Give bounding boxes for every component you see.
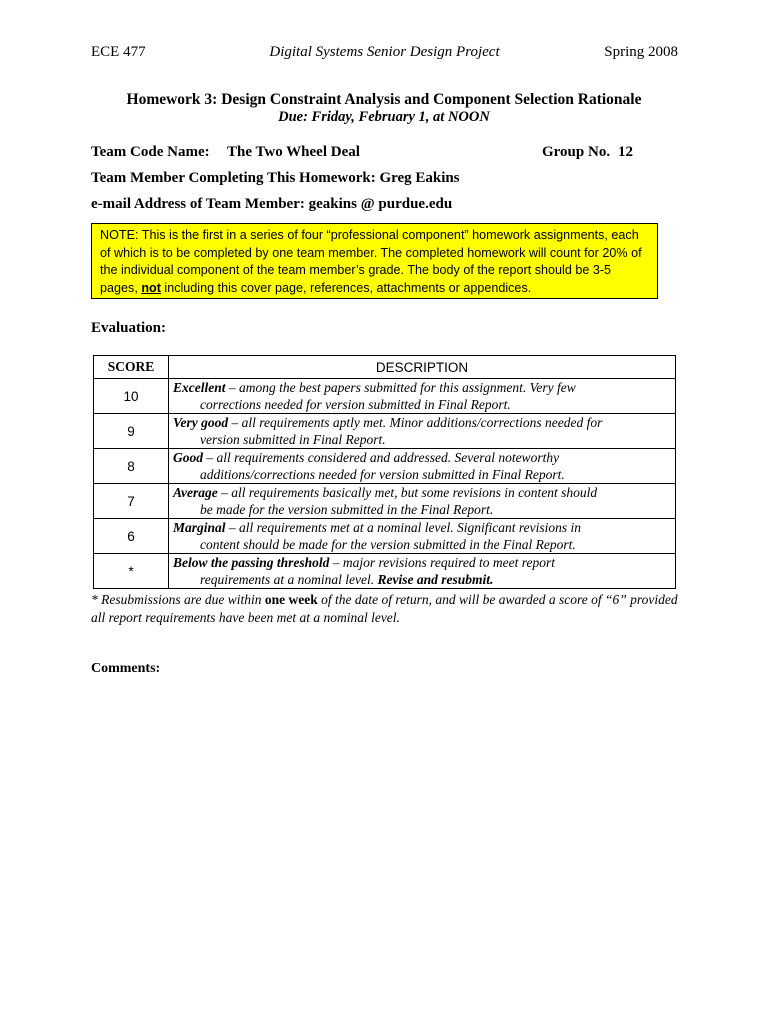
revise-resubmit: Revise and resubmit. bbox=[377, 572, 494, 587]
resub-text-2: of the date of return, and will be awarded a score of “6” provided all report requirements have been met at a nominal level. bbox=[91, 592, 678, 625]
rating-title: Good bbox=[173, 450, 203, 465]
description-cell bbox=[169, 519, 676, 554]
rating-text-cont: content should be made for the version submitted in the Final Report. bbox=[200, 537, 576, 552]
resubmission-note bbox=[91, 591, 681, 627]
table-row bbox=[94, 414, 676, 449]
rating-title: Average bbox=[173, 485, 218, 500]
score-header: SCORE bbox=[94, 356, 169, 379]
rating-text: – all requirements basically met, but some revisions in content should bbox=[217, 485, 598, 500]
evaluation-table bbox=[93, 355, 676, 589]
note-emphasis: not bbox=[141, 280, 161, 295]
description-cell bbox=[169, 414, 676, 449]
description-cell bbox=[169, 449, 676, 484]
table-header-row bbox=[94, 356, 676, 379]
note-box bbox=[91, 223, 658, 299]
rating-text: – among the best papers submitted for this assignment. Very few bbox=[225, 380, 576, 395]
group-label: Group No. bbox=[542, 144, 611, 160]
score-cell: 9 bbox=[94, 414, 169, 449]
table-row bbox=[94, 484, 676, 519]
homework-title: Homework 3: Design Constraint Analysis and Component Selection Rationale bbox=[126, 91, 642, 108]
resub-emphasis: one week bbox=[264, 592, 318, 607]
description-cell bbox=[169, 484, 676, 519]
resub-text-1: * Resubmissions are due within bbox=[91, 592, 265, 607]
table-row bbox=[94, 379, 676, 414]
rating-text: – all requirements considered and addressed. Several noteworthy bbox=[203, 450, 560, 465]
note-text-2: including this cover page, references, attachments or appendices. bbox=[160, 280, 532, 295]
table-row bbox=[94, 449, 676, 484]
description-cell bbox=[169, 379, 676, 414]
rating-text-cont: additions/corrections needed for version submitted in Final Report. bbox=[200, 467, 565, 482]
rating-text: – all requirements aptly met. Minor additions/corrections needed for bbox=[228, 415, 603, 430]
course-title: Digital Systems Senior Design Project bbox=[269, 44, 500, 60]
table-row bbox=[94, 554, 676, 589]
description-cell bbox=[169, 554, 676, 589]
score-cell: 10 bbox=[94, 379, 169, 414]
course-number: ECE 477 bbox=[91, 44, 146, 60]
rating-title: Below the passing threshold bbox=[173, 555, 330, 570]
email-line: e-mail Address of Team Member: geakins @ purdue.edu bbox=[91, 196, 453, 212]
rating-text: – all requirements met at a nominal level. Significant revisions in bbox=[225, 520, 581, 535]
evaluation-label: Evaluation: bbox=[91, 320, 167, 336]
due-date: Due: Friday, February 1, at NOON bbox=[278, 109, 490, 125]
group-number: 12 bbox=[618, 144, 633, 160]
description-header: DESCRIPTION bbox=[169, 356, 676, 379]
rating-text-cont: version submitted in Final Report. bbox=[200, 432, 386, 447]
team-code-name: The Two Wheel Deal bbox=[227, 144, 360, 160]
rating-title: Excellent bbox=[173, 380, 226, 395]
table-row bbox=[94, 519, 676, 554]
rating-title: Very good bbox=[173, 415, 229, 430]
comments-label: Comments: bbox=[91, 661, 161, 676]
score-cell: 8 bbox=[94, 449, 169, 484]
rating-text-cont: be made for the version submitted in the Final Report. bbox=[200, 502, 494, 517]
score-cell: * bbox=[94, 554, 169, 589]
score-cell: 6 bbox=[94, 519, 169, 554]
rating-title: Marginal bbox=[173, 520, 226, 535]
team-member-line: Team Member Completing This Homework: Greg Eakins bbox=[91, 170, 460, 186]
page-header bbox=[91, 44, 678, 66]
rating-text-cont: requirements at a nominal level. bbox=[200, 572, 378, 587]
score-cell: 7 bbox=[94, 484, 169, 519]
note-text-1: NOTE: This is the first in a series of four “professional component” homework assignments, each of which is to be completed by one team member. The completed homework will count for 20% of the individual component of the team member’s grade. The body of the report should be 3-5 pages, bbox=[100, 228, 642, 295]
team-code-label: Team Code Name: bbox=[91, 144, 210, 160]
rating-text-cont: corrections needed for version submitted in Final Report. bbox=[200, 397, 511, 412]
term: Spring 2008 bbox=[604, 44, 678, 60]
rating-text: – major revisions required to meet report bbox=[329, 555, 556, 570]
